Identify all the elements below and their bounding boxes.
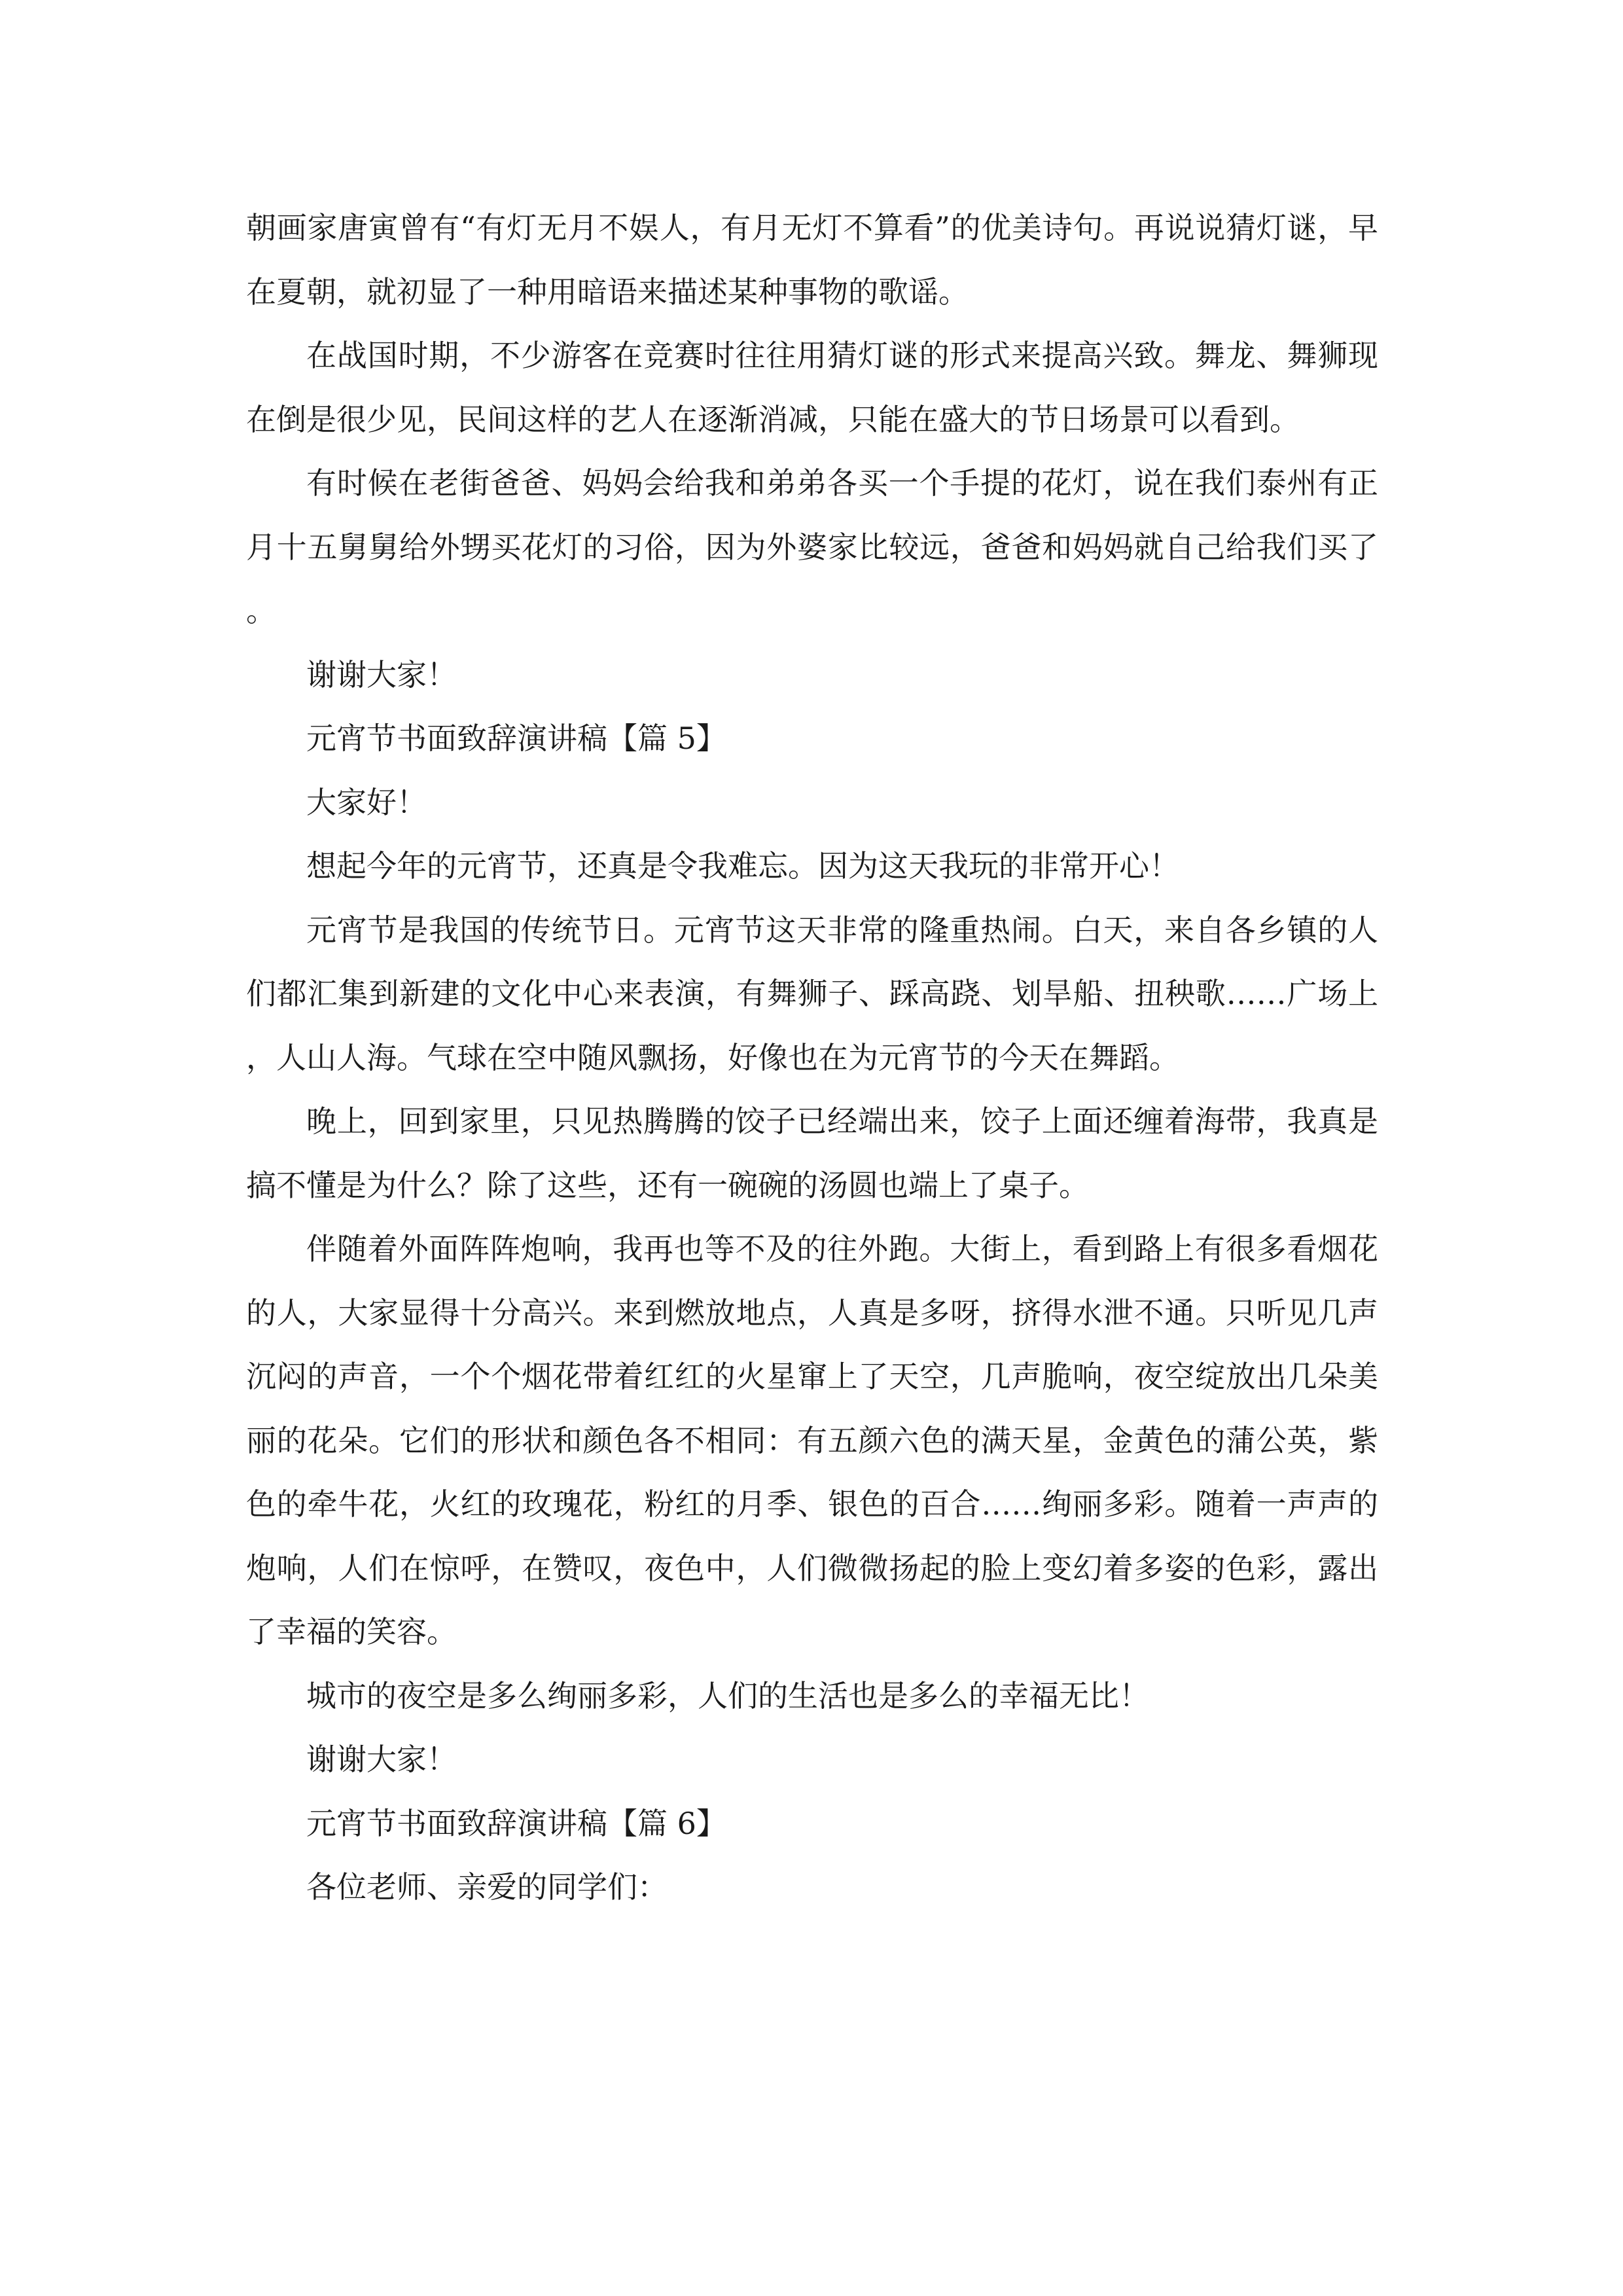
paragraph-lanterns: 有时候在老街爸爸、妈妈会给我和弟弟各买一个手提的花灯，说在我们泰州有正月十五舅舅给外甥买花灯的习俗，因为外婆家比较远，爸爸和妈妈就自己给我们买了。 [246,465,1378,628]
document-body [246,196,1378,1920]
paragraph-city-night: 城市的夜空是多么绚丽多彩，人们的生活也是多么的幸福无比！ [306,1677,1149,1713]
paragraph-festival-day: 元宵节是我国的传统节日。元宵节这天非常的隆重热闹。白天，来自各乡镇的人们都汇集到新建的文化中心来表演，有舞狮子、踩高跷、划旱船、扭秧歌……广场上，人山人海。气球在空中随风飘扬，好像也在为元宵节的今天在舞蹈。 [246,912,1378,1075]
paragraph-thanks-2: 谢谢大家！ [306,1742,457,1777]
greeting-5: 大家好！ [306,784,427,820]
paragraph-thanks-1: 谢谢大家！ [306,656,457,692]
paragraph-continuation: 朝画家唐寅曾有“有灯无月不娱人，有月无灯不算看”的优美诗句。再说说猜灯谜，早在夏朝，就初显了一种用暗语来描述某种事物的歌谣。 [246,210,1378,310]
section-heading-6: 元宵节书面致辞演讲稿【篇 6】 [306,1805,726,1841]
paragraph-warring-states: 在战国时期，不少游客在竞赛时往往用猜灯谜的形式来提高兴致。舞龙、舞狮现在倒是很少见，民间这样的艺人在逐渐消减，只能在盛大的节日场景可以看到。 [246,338,1378,437]
paragraph-evening: 晚上，回到家里，只见热腾腾的饺子已经端出来，饺子上面还缠着海带，我真是搞不懂是为什么？除了这些，还有一碗碗的汤圆也端上了桌子。 [246,1103,1378,1203]
section-heading-5: 元宵节书面致辞演讲稿【篇 5】 [306,721,726,756]
paragraph-fireworks: 伴随着外面阵阵炮响，我再也等不及的往外跑。大街上，看到路上有很多看烟花的人，大家显得十分高兴。来到燃放地点，人真是多呀，挤得水泄不通。只听见几声沉闷的声音，一个个烟花带着红红的火星窜上了天空，几声脆响，夜空绽放出几朵美丽的花朵。它们的形状和颜色各不相同：有五颜六色的满天星，金黄色的蒲公英，紫色的牵牛花，火红的玫瑰花，粉红的月季、银色的百合……绚丽多彩。随着一声声的炮响，人们在惊呼，在赞叹，夜色中，人们微微扬起的脸上变幻着多姿的色彩，露出了幸福的笑容。 [246,1231,1378,1649]
paragraph-memory: 想起今年的元宵节，还真是令我难忘。因为这天我玩的非常开心！ [306,848,1179,884]
greeting-6: 各位老师、亲爱的同学们： [306,1869,668,1905]
